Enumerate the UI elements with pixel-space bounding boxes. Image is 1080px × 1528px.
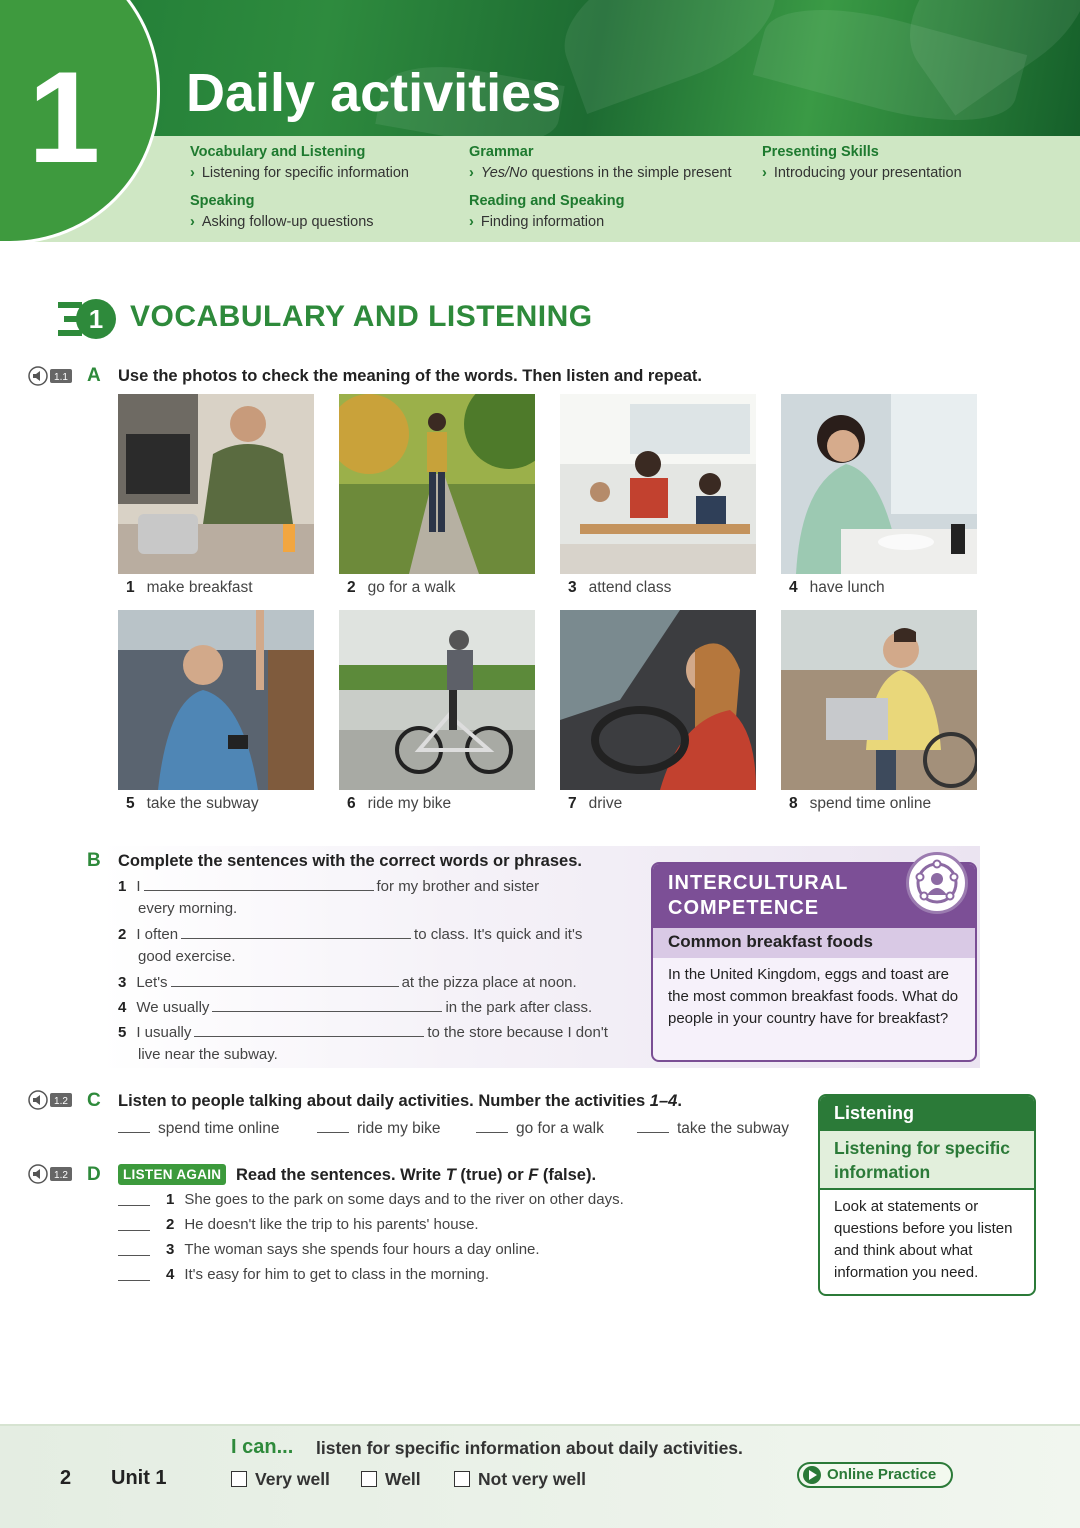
- answer-blank[interactable]: [171, 973, 399, 987]
- skill-heading: Reading and Speaking: [469, 193, 625, 209]
- intercultural-title: INTERCULTURAL: [668, 872, 849, 894]
- answer-blank[interactable]: [118, 1230, 150, 1231]
- self-assess-well[interactable]: Well: [361, 1469, 421, 1490]
- skill-sub: Listening for specific information: [201, 165, 409, 181]
- answer-blank[interactable]: [181, 925, 411, 939]
- section-title: VOCABULARY AND LISTENING: [130, 300, 593, 333]
- checkbox[interactable]: [454, 1471, 470, 1487]
- exercise-instruction: Complete the sentences with the correct words or phrases.: [118, 852, 582, 870]
- photo-caption: make breakfast: [146, 579, 253, 596]
- listening-tip-title: Listening: [820, 1096, 1034, 1131]
- checkbox[interactable]: [231, 1471, 247, 1487]
- intercultural-title: COMPETENCE: [668, 897, 820, 919]
- photo-spend-time-online: [781, 610, 977, 790]
- photo-drive: [560, 610, 756, 790]
- intercultural-subtitle: Common breakfast foods: [653, 928, 975, 958]
- photo-number: 8: [789, 795, 798, 812]
- ican-label: I can...: [231, 1436, 294, 1458]
- numbering-item[interactable]: take the subway: [637, 1120, 789, 1138]
- photo-number: 7: [568, 795, 577, 812]
- answer-blank[interactable]: [212, 998, 442, 1012]
- photo-caption: attend class: [588, 579, 672, 596]
- photo-number: 1: [126, 579, 135, 596]
- photo-ride-my-bike: [339, 610, 535, 790]
- skill-heading: Grammar: [469, 144, 534, 160]
- sentence-item: 2 I often to class. It's quick and it's: [118, 926, 583, 943]
- chevron-right-icon: ›: [190, 165, 195, 181]
- chevron-right-icon: ›: [469, 165, 474, 181]
- skill-heading: Speaking: [190, 193, 255, 209]
- photo-number: 6: [347, 795, 356, 812]
- skills-column-3: [762, 144, 962, 193]
- exercise-letter: B: [87, 850, 101, 871]
- skill-sub: Introducing your presentation: [773, 165, 962, 181]
- audio-track: 1.1: [54, 372, 68, 383]
- self-assess-not-very-well[interactable]: Not very well: [454, 1469, 586, 1490]
- photo-caption: go for a walk: [367, 579, 456, 596]
- photo-caption: have lunch: [809, 579, 885, 596]
- audio-icon[interactable]: [28, 1164, 74, 1184]
- photo-attend-class: [560, 394, 756, 574]
- photo-caption: spend time online: [809, 795, 932, 812]
- unit-number: 1: [28, 44, 101, 190]
- numbering-item[interactable]: go for a walk: [476, 1120, 604, 1138]
- sentence-continuation: every morning.: [138, 900, 238, 917]
- photo-number: 4: [789, 579, 798, 596]
- answer-blank[interactable]: [194, 1023, 424, 1037]
- skill-sub-emphasis: Yes/No: [480, 165, 528, 181]
- self-assess-very-well[interactable]: Very well: [231, 1469, 330, 1490]
- listening-tip-subtitle: Listening for specific information: [820, 1131, 1034, 1190]
- ican-statement: listen for specific information about daily activities.: [316, 1438, 743, 1458]
- listen-again-badge: LISTEN AGAIN: [118, 1164, 226, 1185]
- exercise-letter: C: [87, 1090, 101, 1111]
- chevron-right-icon: ›: [469, 214, 474, 230]
- photo-go-for-a-walk: [339, 394, 535, 574]
- exercise-instruction: Use the photos to check the meaning of the words. Then listen and repeat.: [118, 367, 703, 385]
- chevron-right-icon: ›: [762, 165, 767, 181]
- globe-people-icon: [906, 852, 968, 914]
- numbering-item[interactable]: spend time online: [118, 1120, 280, 1138]
- unit-header: [0, 0, 1080, 244]
- photo-take-the-subway: [118, 610, 314, 790]
- sentence-item: 3 Let's at the pizza place at noon.: [118, 974, 577, 991]
- chevron-right-icon: ›: [190, 214, 195, 230]
- photo-caption: take the subway: [146, 795, 259, 812]
- audio-track: 1.2: [54, 1096, 68, 1107]
- checkbox[interactable]: [361, 1471, 377, 1487]
- audio-track: 1.2: [54, 1170, 68, 1181]
- answer-blank[interactable]: [144, 877, 374, 891]
- statement-item: 4 It's easy for him to get to class in the morning.: [166, 1266, 490, 1283]
- online-practice-button[interactable]: Online Practice: [797, 1462, 953, 1488]
- statement-item: 1 She goes to the park on some days and to the river on other days.: [166, 1191, 624, 1208]
- audio-icon[interactable]: [28, 1090, 74, 1110]
- skill-heading: Presenting Skills: [762, 144, 879, 160]
- photo-caption: ride my bike: [367, 795, 452, 812]
- photo-number: 5: [126, 795, 135, 812]
- skill-heading: Vocabulary and Listening: [190, 144, 366, 160]
- photo-number: 2: [347, 579, 356, 596]
- sentence-continuation: good exercise.: [138, 948, 236, 965]
- statement-item: 3 The woman says she spends four hours a day online.: [166, 1241, 540, 1258]
- audio-icon[interactable]: [28, 366, 74, 386]
- photo-caption: drive: [588, 795, 623, 812]
- photo-make-breakfast: [118, 394, 314, 574]
- exercise-instruction: Read the sentences. Write T (true) or F (false).: [236, 1166, 597, 1184]
- listening-tip-box: [818, 1094, 1036, 1296]
- numbering-item[interactable]: ride my bike: [317, 1120, 441, 1138]
- answer-blank[interactable]: [118, 1280, 150, 1281]
- photo-number: 3: [568, 579, 577, 596]
- exercise-instruction: Listen to people talking about daily activities. Number the activities 1–4.: [118, 1092, 682, 1110]
- listening-tip-text: Look at statements or questions before you listen and think about what information you need.: [834, 1198, 1013, 1281]
- intercultural-text: In the United Kingdom, eggs and toast are the most common breakfast foods. What do people in your country have for breakfast?: [668, 966, 959, 1027]
- answer-blank[interactable]: [118, 1255, 150, 1256]
- section-number-icon: [58, 298, 116, 340]
- skill-sub: questions in the simple present: [527, 165, 732, 181]
- skill-sub: Asking follow-up questions: [201, 214, 374, 230]
- skill-sub: Finding information: [480, 214, 605, 230]
- section-number: 1: [88, 304, 104, 334]
- answer-blank[interactable]: [118, 1205, 150, 1206]
- exercise-letter: A: [87, 365, 101, 386]
- skills-column-1: [190, 144, 409, 242]
- skills-column-2: [469, 144, 732, 242]
- sentence-item: 5 I usually to the store because I don't: [118, 1024, 608, 1041]
- play-icon: [803, 1466, 821, 1484]
- sentence-item: 4 We usually in the park after class.: [118, 999, 593, 1016]
- exercise-letter: D: [87, 1164, 101, 1185]
- page-number: 2: [60, 1467, 72, 1489]
- photo-have-lunch: [781, 394, 977, 574]
- sentence-continuation: live near the subway.: [138, 1046, 278, 1063]
- unit-title: Daily activities: [186, 63, 562, 123]
- unit-label: Unit 1: [111, 1467, 167, 1489]
- sentence-item: 1 I for my brother and sister: [118, 878, 540, 895]
- statement-item: 2 He doesn't like the trip to his parents' house.: [166, 1216, 479, 1233]
